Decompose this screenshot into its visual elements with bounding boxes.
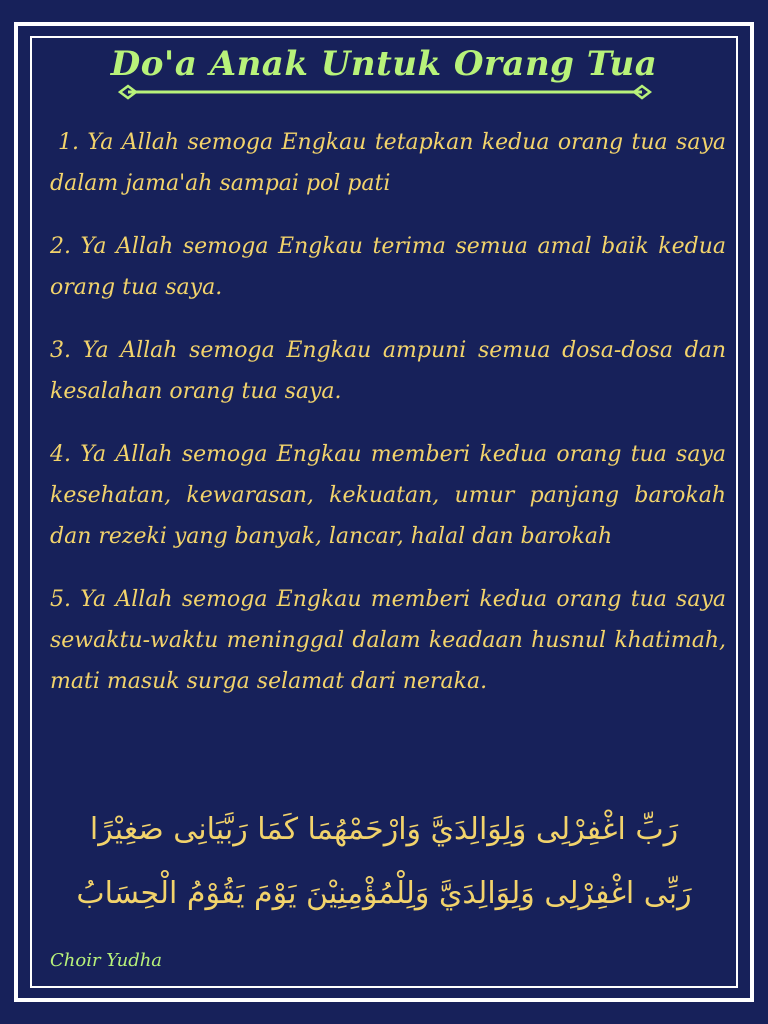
prayer-item-5: 5. Ya Allah semoga Engkau memberi kedua orang tua saya sewaktu-waktu meninggal dalam keadaan husnul khatimah, mati masuk surga selamat dari neraka. <box>50 587 726 694</box>
arabic-verse-1: رَبِّ اغْفِرْلِى وَلِوَالِدَيَّ وَارْحَمْهُمَا كَمَا رَبَّيَانِى صَغِيْرًا <box>89 812 679 847</box>
prayer-item-4: 4. Ya Allah semoga Engkau memberi kedua orang tua saya kesehatan, kewarasan, kekuatan, umur panjang barokah dan rezeki yang banyak, lancar, halal dan barokah <box>50 442 726 549</box>
prayer-list <box>50 122 726 724</box>
title-underline-ornament <box>118 82 652 102</box>
arabic-verse-2: رَبِّى اغْفِرْلِى وَلِوَالِدَيَّ وَلِلْمُؤْمِنِيْنَ يَوْمَ يَقُوْمُ الْحِسَابُ <box>76 876 692 911</box>
prayer-item-3: 3. Ya Allah semoga Engkau ampuni semua dosa-dosa dan kesalahan orang tua saya. <box>50 338 726 404</box>
prayer-item-2: 2. Ya Allah semoga Engkau terima semua amal baik kedua orang tua saya. <box>50 234 726 300</box>
prayer-item-1: 1. Ya Allah semoga Engkau tetapkan kedua orang tua saya dalam jama'ah sampai pol pati <box>50 130 726 196</box>
page-title: Do'a Anak Untuk Orang Tua <box>110 44 658 84</box>
author-credit: Choir Yudha <box>50 950 163 971</box>
